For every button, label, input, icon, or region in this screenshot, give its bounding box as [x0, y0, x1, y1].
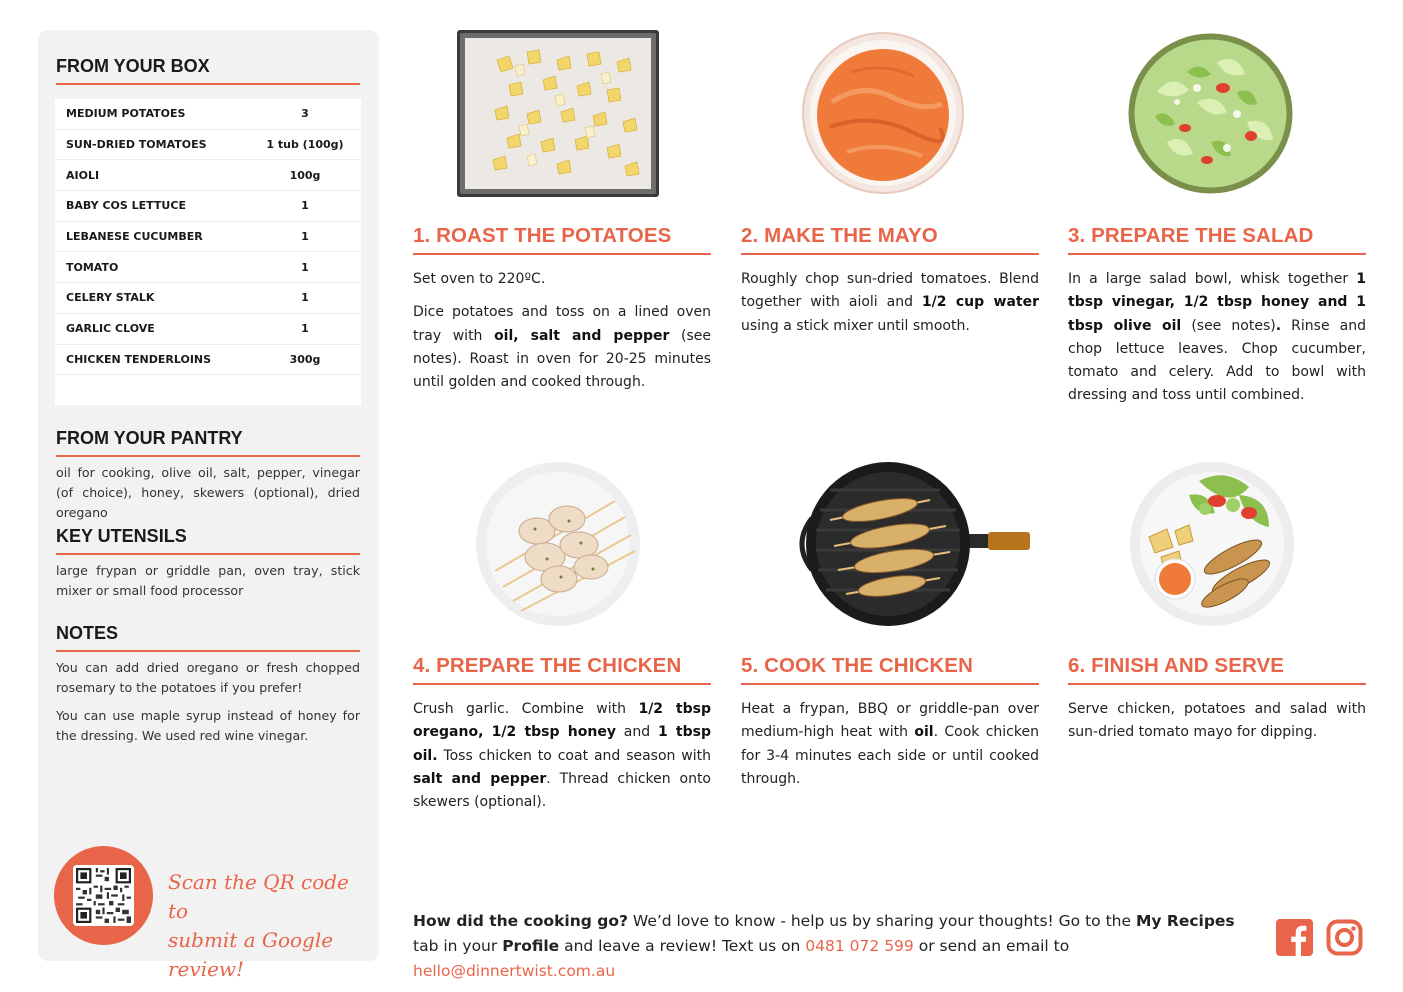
- griddle-pan-photo: [790, 460, 1030, 628]
- step-5-body: [741, 698, 1039, 791]
- text-run: Crush garlic. Combine with: [413, 701, 639, 717]
- step-1-title: 1. ROAST THE POTATOES: [413, 224, 711, 255]
- qr-badge[interactable]: [54, 846, 153, 945]
- text-run: oil: [914, 724, 934, 741]
- step-paragraph: [413, 698, 711, 814]
- text-run: (see notes). Roast in oven for 20-25 minutes until golden and cooked through.: [413, 327, 712, 391]
- step-2: [741, 224, 1039, 338]
- text-run: and: [615, 724, 658, 741]
- ingredient-row: [55, 99, 361, 130]
- text-run: tab in your: [413, 937, 503, 955]
- ingredient-quantity: 1: [301, 199, 309, 213]
- mayo-bowl-image: [802, 32, 964, 194]
- ingredient-quantity: 1: [301, 230, 309, 244]
- ingredient-quantity: 1: [301, 322, 309, 336]
- text-run: . Thread chicken onto skewers (optional).: [413, 770, 711, 811]
- text-run: (see notes): [1181, 317, 1276, 334]
- step-4-body: [413, 698, 711, 814]
- ingredients-panel: [38, 30, 379, 981]
- ingredient-row: [55, 160, 361, 191]
- step-3: [1068, 224, 1366, 408]
- text-run: 1 tbsp oil.: [413, 724, 711, 764]
- ingredient-row: [55, 191, 361, 222]
- potatoes-tray-photo: [457, 30, 659, 197]
- ingredient-name: AIOLI: [66, 168, 100, 182]
- contact-link[interactable]: hello@dinnertwist.com.au: [413, 962, 616, 980]
- notes-text-1: You can add dried oregano or fresh chopped rosemary to the potatoes if you prefer!: [56, 660, 360, 695]
- potatoes-tray-image: [457, 30, 659, 197]
- facebook-link[interactable]: [1276, 919, 1313, 956]
- text-run: My Recipes: [1135, 912, 1235, 930]
- griddle-pan-image: [790, 460, 1030, 628]
- qr-caption-line-1: Scan the QR code to: [168, 870, 349, 923]
- text-run: and leave a review! Text us on: [559, 937, 806, 955]
- raw-chicken-image: [475, 461, 641, 627]
- text-run: .: [1275, 317, 1282, 334]
- step-5-title: 5. COOK THE CHICKEN: [741, 654, 1039, 685]
- ingredient-row: [55, 314, 361, 345]
- text-run: oil, salt and pepper: [494, 327, 670, 344]
- ingredient-name: CELERY STALK: [66, 291, 155, 305]
- ingredient-name: SUN-DRIED TOMATOES: [66, 138, 207, 152]
- ingredient-quantity: 3: [301, 107, 309, 121]
- text-run: Dice potatoes and toss on a lined oven tray with: [413, 304, 711, 344]
- ingredient-quantity: 100g: [289, 168, 321, 182]
- step-6-body: [1068, 698, 1366, 745]
- step-1: [413, 224, 711, 394]
- utensils-heading: KEY UTENSILS: [56, 526, 360, 555]
- text-run: 1/2 cup water: [921, 294, 1039, 311]
- from-your-box-heading: FROM YOUR BOX: [56, 56, 360, 85]
- ingredients-table: [55, 99, 361, 405]
- step-6-title: 6. FINISH AND SERVE: [1068, 654, 1366, 685]
- ingredient-name: GARLIC CLOVE: [66, 322, 155, 336]
- text-run: Heat a frypan, BBQ or griddle-pan over medium-high heat with: [741, 701, 1039, 741]
- review-footer: [413, 909, 1263, 984]
- step-6: [1068, 654, 1366, 745]
- salad-bowl-photo: [1127, 32, 1294, 195]
- text-run: . Cook chicken for 3-4 minutes each side or until cooked through.: [741, 724, 1039, 787]
- ingredient-row: [55, 283, 361, 314]
- text-run: Serve chicken, potatoes and salad with sun-dried tomato mayo for dipping.: [1068, 701, 1366, 741]
- step-3-body: [1068, 268, 1366, 408]
- notes-text-2: You can use maple syrup instead of honey for the dressing. We used red wine vinegar.: [56, 708, 360, 743]
- step-paragraph: [741, 698, 1039, 791]
- step-4: [413, 654, 711, 814]
- text-run: In a large salad bowl, whisk together: [1068, 271, 1357, 287]
- ingredient-quantity: 1: [301, 260, 309, 274]
- ingredient-row: [55, 130, 361, 161]
- ingredient-name: CHICKEN TENDERLOINS: [66, 352, 212, 366]
- step-3-title: 3. PREPARE THE SALAD: [1068, 224, 1366, 255]
- finished-plate-image: [1129, 461, 1295, 627]
- text-run: or send an email to: [913, 937, 1070, 955]
- qr-caption-line-2: submit a Google review!: [168, 928, 334, 981]
- qr-code[interactable]: [73, 865, 134, 926]
- salad-bowl-image: [1127, 32, 1294, 195]
- ingredient-quantity: 300g: [289, 352, 321, 366]
- step-2-body: [741, 268, 1039, 338]
- step-paragraph: [413, 301, 711, 394]
- text-run: Toss chicken to coat and season with: [437, 747, 711, 764]
- step-paragraph: [1068, 268, 1366, 408]
- step-1-body: [413, 268, 711, 394]
- text-run: Rinse and chop lettuce leaves. Chop cucumber, tomato and celery. Add to bowl with dressing and toss until combined.: [1068, 317, 1367, 404]
- text-run: Roughly chop sun-dried tomatoes. Blend together with aioli and: [741, 271, 1039, 311]
- mayo-bowl-photo: [802, 32, 964, 194]
- pantry-text: oil for cooking, olive oil, salt, pepper, vinegar (of choice), honey, skewers (optional), dried oregano: [56, 465, 360, 520]
- text-run: using a stick mixer until smooth.: [741, 317, 970, 334]
- step-paragraph: [413, 268, 711, 291]
- qr-code-icon: [76, 868, 131, 923]
- ingredient-row: [55, 222, 361, 253]
- utensils-text: large frypan or griddle pan, oven tray, stick mixer or small food processor: [56, 563, 360, 598]
- ingredient-name: MEDIUM POTATOES: [66, 107, 186, 121]
- text-run: 1 tbsp vinegar, 1/2 tbsp honey and 1 tbsp olive oil: [1068, 271, 1366, 334]
- text-run: We’d love to know - help us by sharing your thoughts! Go to the: [627, 912, 1136, 930]
- text-run: salt and pepper: [413, 770, 547, 787]
- ingredient-name: LEBANESE CUCUMBER: [66, 230, 203, 244]
- step-paragraph: [1068, 698, 1366, 745]
- raw-chicken-photo: [475, 461, 641, 627]
- ingredient-row: [55, 252, 361, 283]
- qr-caption: [168, 868, 368, 984]
- contact-link[interactable]: 0481 072 599: [805, 937, 914, 955]
- ingredient-name: BABY COS LETTUCE: [66, 199, 186, 213]
- step-paragraph: [741, 268, 1039, 338]
- ingredient-name: TOMATO: [66, 260, 119, 274]
- finished-plate-photo: [1129, 461, 1295, 627]
- notes-heading: NOTES: [56, 623, 360, 652]
- text-run: How did the cooking go?: [413, 912, 628, 930]
- ingredient-quantity: 1: [301, 291, 309, 305]
- instagram-link[interactable]: [1326, 919, 1363, 956]
- step-4-title: 4. PREPARE THE CHICKEN: [413, 654, 711, 685]
- instagram-icon: [1326, 919, 1363, 956]
- step-5: [741, 654, 1039, 791]
- step-2-title: 2. MAKE THE MAYO: [741, 224, 1039, 255]
- ingredient-row: [55, 345, 361, 376]
- text-run: Set oven to 220ºC.: [413, 271, 546, 287]
- facebook-icon: [1276, 919, 1313, 956]
- pantry-heading: FROM YOUR PANTRY: [56, 428, 360, 457]
- text-run: Profile: [502, 937, 560, 955]
- ingredient-quantity: 1 tub (100g): [266, 138, 344, 152]
- text-run: 1/2 tbsp oregano, 1/2 tbsp honey: [413, 701, 711, 741]
